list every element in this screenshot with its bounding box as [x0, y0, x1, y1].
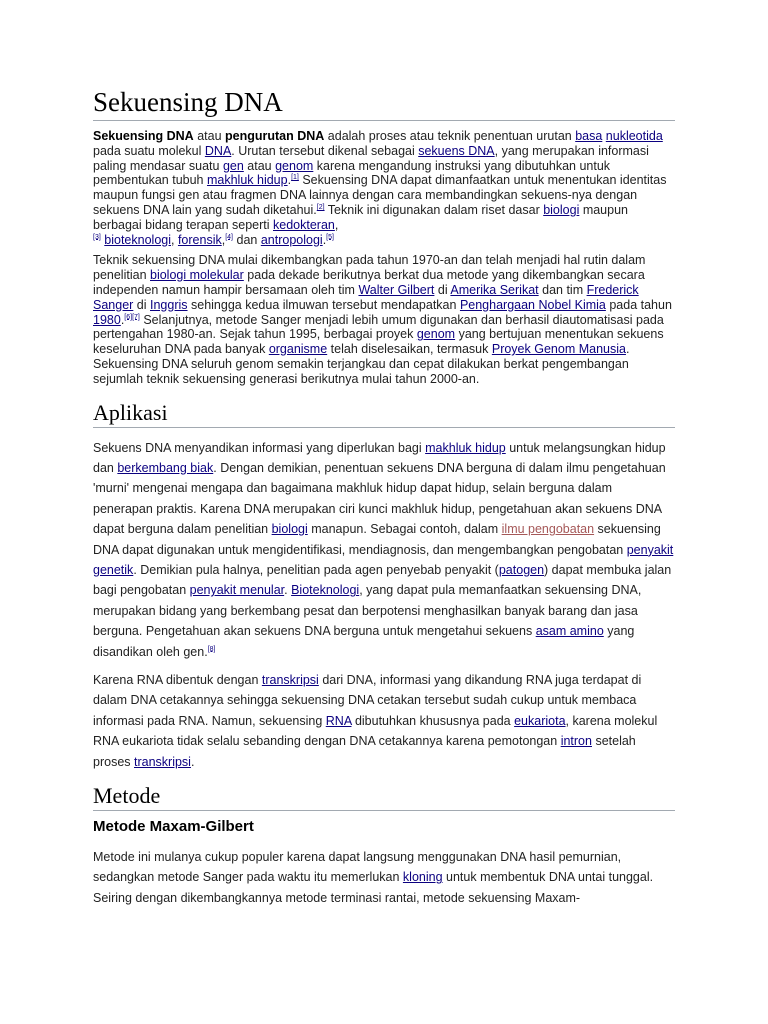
section-metode	[93, 782, 675, 908]
text: pada suatu molekul	[93, 143, 205, 158]
citation-link[interactable]: [5]	[326, 233, 334, 241]
link-inggris[interactable]: Inggris	[150, 297, 188, 312]
text: , karena molekul RNA eukariota tidak selalu sebanding dengan DNA cetakannya karena pemotongan	[93, 713, 658, 749]
link-gen[interactable]: gen	[222, 158, 244, 173]
metode-paragraph-1	[93, 847, 675, 908]
text: , yang dapat pula memanfaatkan sekuensing DNA, merupakan bidang yang berkembang pesat dan berpotensi menghasilkan banyak barang dan jasa berguna. Pengetahuan akan sekuens DNA berguna untuk mengetahui sekuens	[93, 583, 642, 639]
link-proyek-genom-manusia[interactable]: Proyek Genom Manusia	[491, 342, 626, 357]
citation-link[interactable]: [1]	[291, 174, 299, 182]
text: Metode ini mulanya cukup populer karena dapat langsung menggunakan DNA hasil pemurnian, sedangkan metode Sanger pada waktu itu memerlukan	[93, 850, 622, 885]
citation	[225, 233, 233, 240]
citation-link[interactable]: [3]	[93, 233, 101, 241]
link-frederick-sanger[interactable]: Frederick Sanger	[93, 282, 639, 312]
page-title: Sekuensing DNA	[93, 86, 675, 121]
text: setelah proses	[93, 734, 636, 769]
link-biologi[interactable]: biologi	[543, 202, 580, 217]
link-rna[interactable]: RNA	[325, 713, 352, 728]
text: pada tahun	[605, 297, 672, 312]
text: di	[434, 282, 451, 297]
citation	[124, 313, 140, 320]
text: Selanjutnya, metode Sanger menjadi lebih umum digunakan dan berhasil diautomatisasi pada pertengahan 1980-an. Sejak tahun 1995, berbagai proyek	[93, 312, 664, 342]
text: Sekuensing DNA dapat dimanfaatkan untuk menentukan identitas maupun fungsi gen atau fragmen DNA lainnya dengan cara membandingkan sekuens-nya dengan sekuens DNA lain yang sudah diketahui.	[93, 173, 667, 217]
citation	[291, 174, 299, 181]
link-genom[interactable]: genom	[416, 327, 456, 342]
lead-section	[93, 129, 675, 387]
citation-link[interactable]: [8]	[207, 645, 216, 653]
link-biologi[interactable]: biologi	[271, 522, 308, 537]
link-walter-gilbert[interactable]: Walter Gilbert	[358, 282, 435, 297]
link-sekuens-dna[interactable]: sekuens DNA	[418, 143, 495, 158]
text: karena mengandung instruksi yang dibutuhkan untuk pembentukan tubuh	[93, 158, 611, 188]
link-asam-amino[interactable]: asam amino	[535, 624, 604, 639]
text: telah diselesaikan, termasuk	[327, 342, 492, 357]
text: di	[133, 297, 150, 312]
text: dan tim	[538, 282, 587, 297]
link-eukariota[interactable]: eukariota	[514, 713, 566, 728]
subsection-heading-maxam-gilbert: Metode Maxam-Gilbert	[93, 818, 254, 836]
text: . Dengan demikian, penentuan sekuens DNA berguna di dalam ilmu pengetahuan 'murni' mengenai mengapa dan bagaimana makhluk hidup dapat hidup, selain berguna dalam penerapan praktis. Karena DNA merupakan ciri kunci makhluk hidup, pengetahuan akan sekuens DNA dapat berguna dalam penelitian	[93, 460, 666, 537]
link-nobel-kimia[interactable]: Penghargaan Nobel Kimia	[459, 297, 606, 312]
text: Karena RNA dibentuk dengan	[93, 673, 262, 688]
link-amerika-serikat[interactable]: Amerika Serikat	[450, 282, 539, 297]
text: Sekuens DNA menyandikan informasi yang diperlukan bagi	[93, 440, 426, 455]
citation-link[interactable]: [4]	[225, 233, 234, 241]
link-dna[interactable]: DNA	[204, 143, 232, 158]
section-heading-metode: Metode	[93, 782, 675, 811]
text: .	[284, 583, 292, 598]
text: atau	[193, 129, 225, 143]
text: dari DNA, informasi yang dikandung RNA juga terdapat di dalam DNA cetakannya sehingga sekuensing DNA cetakan tersebut sudah cukup untuk membaca informasi pada RNA. Namun, sekuensing	[93, 673, 642, 728]
link-ilmu-pengobatan[interactable]: ilmu pengobatan	[501, 522, 595, 537]
link-intron[interactable]: intron	[560, 734, 592, 749]
link-forensik[interactable]: forensik	[177, 232, 222, 247]
citation	[208, 645, 216, 652]
text: .	[190, 754, 195, 769]
section-heading-aplikasi: Aplikasi	[93, 399, 675, 428]
aplikasi-paragraph-2	[93, 670, 675, 772]
citation	[317, 204, 325, 211]
text: dibutuhkan khususnya pada	[351, 713, 515, 728]
link-bioteknologi[interactable]: Bioteknologi	[291, 583, 360, 598]
text: sehingga kedua ilmuwan tersebut mendapatkan	[187, 297, 460, 312]
text: atau	[243, 158, 276, 173]
link-penyakit-genetik[interactable]: penyakit genetik	[93, 542, 674, 577]
link-makhluk-hidup[interactable]: makhluk hidup	[425, 440, 506, 455]
link-antropologi[interactable]: antropologi	[260, 232, 323, 247]
text: yang bertujuan menentukan sekuens keseluruhan DNA pada banyak	[93, 327, 664, 357]
term-pengurutan: pengurutan DNA	[225, 129, 325, 143]
link-makhluk-hidup[interactable]: makhluk hidup	[206, 173, 288, 188]
text: yang disandikan oleh gen.	[93, 624, 635, 659]
text: . Urutan tersebut dikenal sebagai	[231, 143, 419, 158]
link-penyakit-menular[interactable]: penyakit menular	[189, 583, 285, 598]
link-nukleotida[interactable]: nukleotida	[605, 129, 663, 143]
link-biologi-molekular[interactable]: biologi molekular	[150, 268, 244, 283]
citation-link[interactable]: [2]	[316, 203, 325, 211]
link-bioteknologi[interactable]: bioteknologi	[104, 232, 171, 247]
article	[93, 86, 675, 908]
text: dan	[233, 232, 261, 247]
section-aplikasi	[93, 399, 675, 773]
text: . Sekuensing DNA seluruh genom semakin terjangkau dan cepat dilakukan berkat pengembangan sejumlah teknik sekuensing generasi berikutnya mulai tahun 2000-an.	[93, 342, 630, 386]
link-basa[interactable]: basa	[575, 129, 603, 143]
link-transkripsi[interactable]: transkripsi	[261, 673, 319, 688]
link-kedokteran[interactable]: kedokteran	[273, 217, 335, 232]
citation	[93, 233, 101, 240]
term-sekuensing: Sekuensing DNA	[93, 129, 194, 143]
link-kloning[interactable]: kloning	[402, 870, 443, 885]
aplikasi-paragraph-1	[93, 438, 675, 662]
text: pada dekade berikutnya berkat dua metode yang dikembangkan secara independen namun hampir bersamaan oleh tim	[93, 268, 645, 297]
text: adalah proses atau teknik penentuan urutan	[324, 129, 576, 143]
text: manapun. Sebagai contoh, dalam	[307, 522, 502, 537]
link-organisme[interactable]: organisme	[268, 342, 328, 357]
intro-paragraph: Sekuensing DNA atau pengurutan DNA adalah proses atau teknik penentuan urutan basa nukleotida pada suatu molekul DNA. Urutan tersebut dikenal sebagai sekuens DNA, yang merupakan informasi paling mendasar suatu gen atau genom karena mengandung instruksi yang dibutuhkan untuk pembentukan tubuh makhluk hidup.[1] Sekuensing DNA dapat dimanfaatkan untuk menentukan identitas maupun fungsi gen atau fragmen DNA lainnya dengan cara membandingkan sekuens-nya dengan sekuens DNA lain yang sudah diketahui.[2] Teknik ini digunakan dalam riset dasar biologi maupun berbagai bidang terapan seperti kedokteran, [3] bioteknologi, forensik,[4] dan antropologi.[5]	[93, 129, 667, 247]
text: Teknik sekuensing DNA mulai dikembangkan pada tahun 1970-an dan telah menjadi hal rutin dalam penelitian	[93, 253, 646, 283]
link-transkripsi[interactable]: transkripsi	[134, 754, 191, 769]
text: , yang merupakan informasi paling mendasar suatu	[93, 143, 649, 173]
text: untuk melangsungkan hidup dan	[93, 440, 666, 475]
citation-link[interactable]: [6][7]	[124, 313, 140, 321]
link-1980[interactable]: 1980	[93, 312, 121, 327]
link-berkembang-biak[interactable]: berkembang biak	[117, 460, 214, 475]
text: . Demikian pula halnya, penelitian pada agen penyebab penyakit (	[133, 562, 499, 577]
citation	[326, 233, 334, 240]
text: Teknik ini digunakan dalam riset dasar	[324, 202, 544, 217]
link-genom[interactable]: genom	[275, 158, 314, 173]
text: ) dapat membuka jalan bagi pengobatan	[93, 562, 672, 598]
link-patogen[interactable]: patogen	[498, 562, 545, 577]
history-paragraph: Teknik sekuensing DNA mulai dikembangkan pada tahun 1970-an dan telah menjadi hal rutin dalam penelitian biologi molekular pada dekade berikutnya berkat dua metode yang dikembangkan secara independen namun hampir bersamaan oleh tim Walter Gilbert di Amerika Serikat dan tim Frederick Sanger di Inggris sehingga kedua ilmuwan tersebut mendapatkan Penghargaan Nobel Kimia pada tahun 1980.[6][7] Selanjutnya, metode Sanger menjadi lebih umum digunakan dan berhasil diautomatisasi pada pertengahan 1980-an. Sejak tahun 1995, berbagai proyek genom yang bertujuan menentukan sekuens keseluruhan DNA pada banyak organisme telah diselesaikan, termasuk Proyek Genom Manusia. Sekuensing DNA seluruh genom semakin terjangkau dan cepat dilakukan berkat pengembangan sejumlah teknik sekuensing generasi berikutnya mulai tahun 2000-an.	[93, 253, 672, 386]
text: untuk membentuk DNA untai tunggal. Seiring dengan dikembangkannya metode terminasi rantai, metode sekuensing Maxam-	[93, 870, 654, 905]
text: maupun berbagai bidang terapan seperti	[93, 202, 628, 232]
text: sekuensing DNA dapat digunakan untuk mengidentifikasi, mendiagnosis, dan mengembangkan pengobatan	[93, 522, 661, 557]
